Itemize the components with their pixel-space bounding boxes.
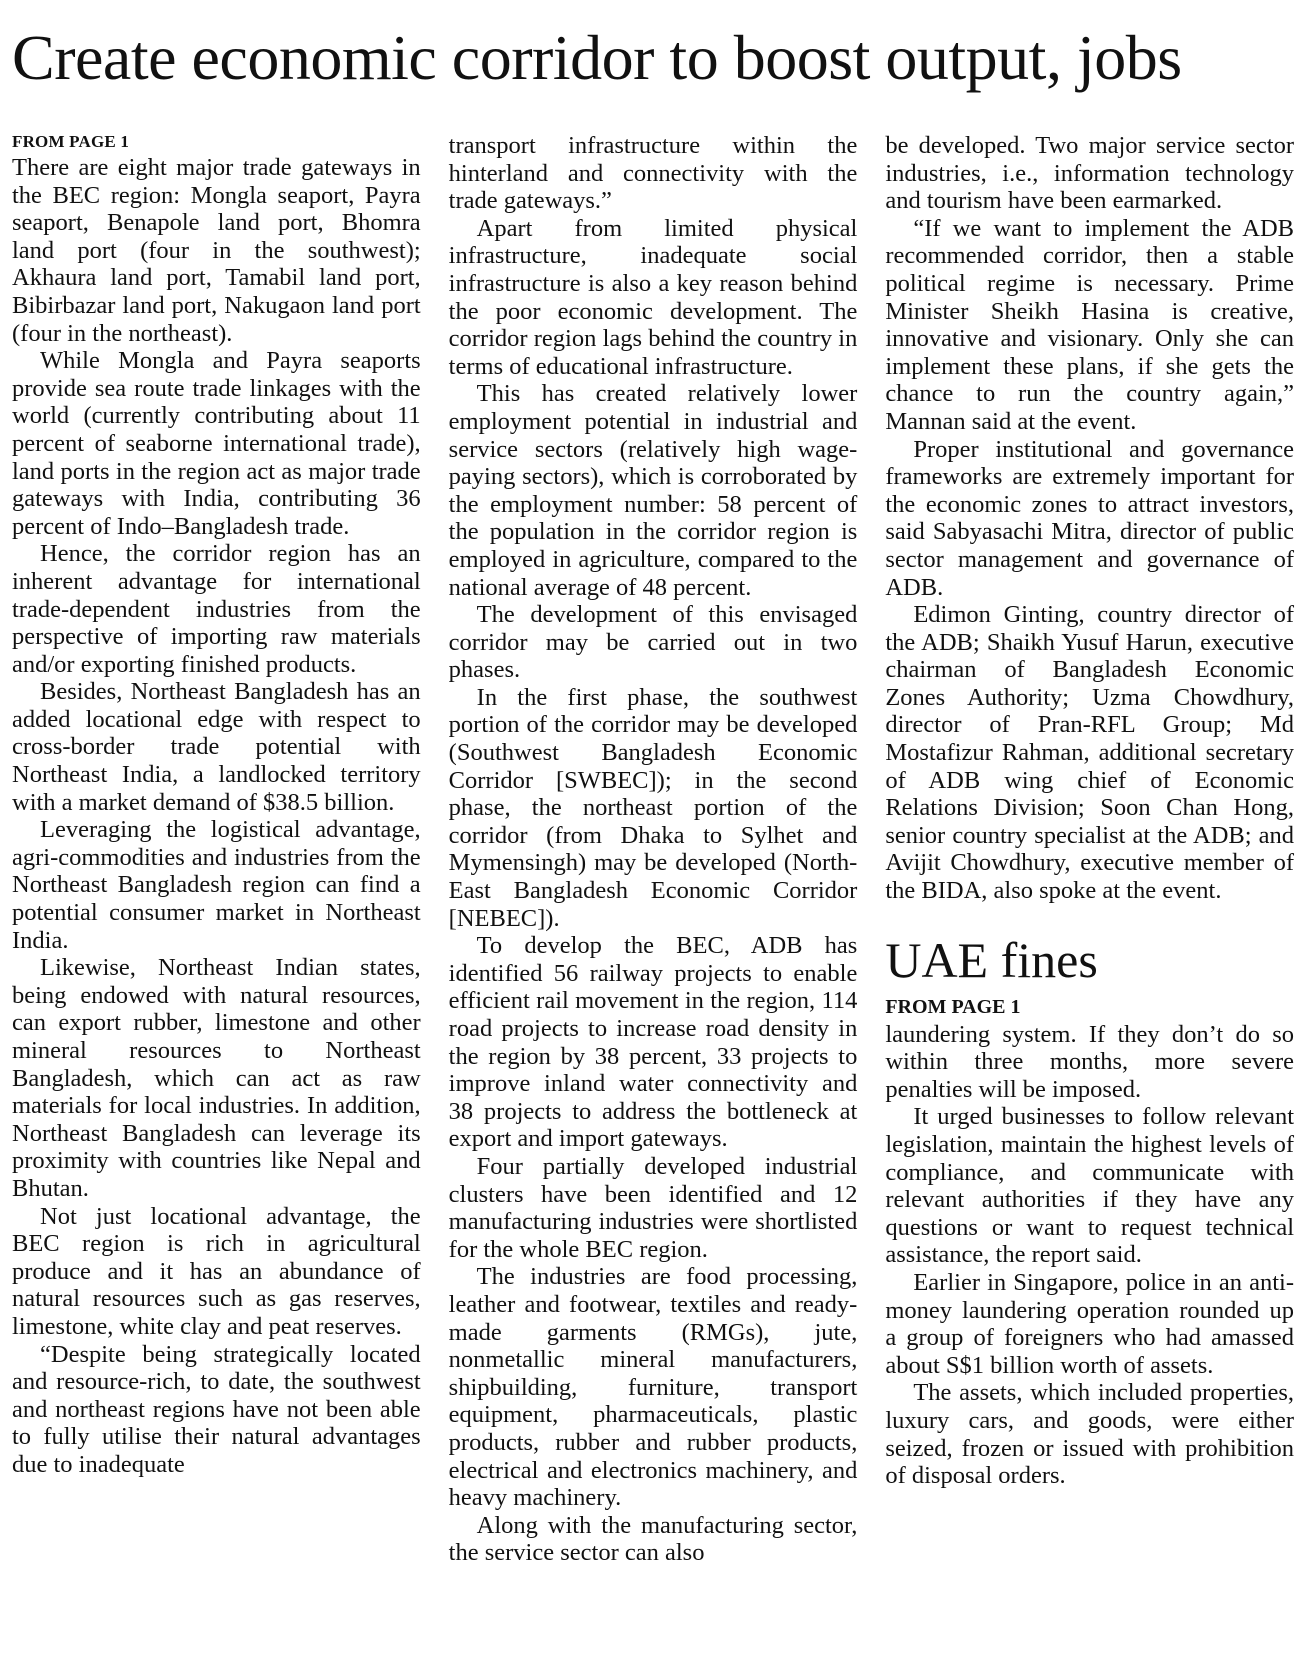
column-1 [12,132,421,1567]
newspaper-page [0,22,1306,1676]
paragraph: To develop the BEC, ADB has identified 56 railway projects to enable efficient rail movement in the region, 114 road projects to increase road density in the region by 38 percent, 33 projects to improve inland water connectivity and 38 projects to address the bottleneck at export and import gateways. [448,932,858,1153]
second-story-headline: UAE fines [885,931,1098,988]
article-columns [12,132,1294,1567]
paragraph: laundering system. If they don’t do so within three months, more severe penalties will be imposed. [885,1020,1295,1103]
paragraph: Not just locational advantage, the BEC region is rich in agricultural produce and it has an abundance of natural resources such as gas reserves, limestone, white clay and peat reserves. [12,1202,421,1340]
paragraph: “Despite being strategically located and resource-rich, to date, the southwest and northeast regions have not been able to fully utilise their natural advantages due to inadequate [12,1340,421,1478]
paragraph: It urged businesses to follow relevant legislation, maintain the highest levels of compliance, and communicate with relevant authorities if they have any questions or want to request technical assistance, the report said. [885,1103,1295,1269]
paragraph: In the first phase, the southwest portion of the corridor may be developed (Southwest Bangladesh Economic Corridor [SWBEC]); in the second phase, the northeast portion of the corridor (from Dhaka to Sylhet and Mymensingh) may be developed (North-East Bangladesh Economic Corridor [NEBEC]). [448,683,858,932]
paragraph: The development of this envisaged corridor may be carried out in two phases. [448,601,858,684]
paragraph: “If we want to implement the ADB recommended corridor, then a stable political regime is necessary. Prime Minister Sheikh Hasina is creative, innovative and visionary. Only she can implement these plans, if she gets the chance to run the country again,” Mannan said at the event. [885,214,1295,435]
paragraph: While Mongla and Payra seaports provide sea route trade linkages with the world (currently contributing about 11 percent of seaborne international trade), land ports in the region act as major trade gateways with India, contributing 36 percent of Indo–Bangladesh trade. [12,347,421,540]
paragraph: transport infrastructure within the hinterland and connectivity with the trade gateways.” [448,132,858,215]
paragraph: Four partially developed industrial clusters have been identified and 12 manufacturing industries were shortlisted for the whole BEC region. [448,1152,858,1263]
paragraph: The industries are food processing, leather and footwear, textiles and ready-made garments (RMGs), jute, nonmetallic mineral manufacturers, shipbuilding, furniture, transport equipment, pharmaceuticals, plastic products, rubber and rubber products, electrical and electronics machinery, and heavy machinery. [448,1263,858,1512]
paragraph: Apart from limited physical infrastructure, inadequate social infrastructure is also a key reason behind the poor economic development. The corridor region lags behind the country in terms of educational infrastructure. [448,214,858,380]
paragraph: The assets, which included properties, luxury cars, and goods, were either seized, frozen or issued with prohibition of disposal orders. [885,1379,1295,1490]
paragraph: Likewise, Northeast Indian states, being endowed with natural resources, can export rubber, limestone and other mineral resources to Northeast Bangladesh, which can act as raw materials for local industries. In addition, Northeast Bangladesh can leverage its proximity with countries like Nepal and Bhutan. [12,954,421,1202]
paragraph: Besides, Northeast Bangladesh has an added locational edge with respect to cross-border trade potential with Northeast India, a landlocked territory with a market demand of $38.5 billion. [12,678,421,816]
article-headline: Create economic corridor to boost output, jobs [12,22,1182,93]
paragraph: be developed. Two major service sector industries, i.e., information technology and tourism have been earmarked. [885,132,1295,215]
paragraph: Edimon Ginting, country director of the ADB; Shaikh Yusuf Harun, executive chairman of Bangladesh Economic Zones Authority; Uzma Chowdhury, director of Pran-RFL Group; Md Mostafizur Rahman, additional secretary of ADB wing chief of Economic Relations Division; Soon Chan Hong, senior country specialist at the ADB; and Avijit Chowdhury, executive member of the BIDA, also spoke at the event. [885,601,1295,905]
paragraph: There are eight major trade gateways in the BEC region: Mongla seaport, Payra seaport, Benapole land port, Bhomra land port (four in the southwest); Akhaura land port, Tamabil land port, Bibirbazar land port, Nakugaon land port (four in the northeast). [12,154,421,347]
paragraph: Earlier in Singapore, police in an anti-money laundering operation rounded up a group of foreigners who had amassed about S$1 billion worth of assets. [885,1268,1295,1379]
paragraph: This has created relatively lower employment potential in industrial and service sectors (relatively high wage-paying sectors), which is corroborated by the employment number: 58 percent of the population in the corridor region is employed in agriculture, compared to the national average of 48 percent. [448,380,858,601]
column-2 [449,132,858,1567]
paragraph: Along with the manufacturing sector, the service sector can also [448,1511,858,1567]
paragraph: Leveraging the logistical advantage, agri-commodities and industries from the Northeast Bangladesh region can find a potential consumer market in Northeast India. [12,816,421,954]
paragraph: Proper institutional and governance frameworks are extremely important for the economic zones to attract investors, said Sabyasachi Mitra, director of public sector management and governance of ADB. [885,435,1295,601]
paragraph: Hence, the corridor region has an inherent advantage for international trade-dependent industries from the perspective of importing raw materials and/or exporting finished products. [12,540,421,678]
column-3 [885,132,1294,1567]
second-story-kicker: FROM PAGE 1 [885,995,1021,1018]
continuation-kicker: FROM PAGE 1 [12,132,130,151]
